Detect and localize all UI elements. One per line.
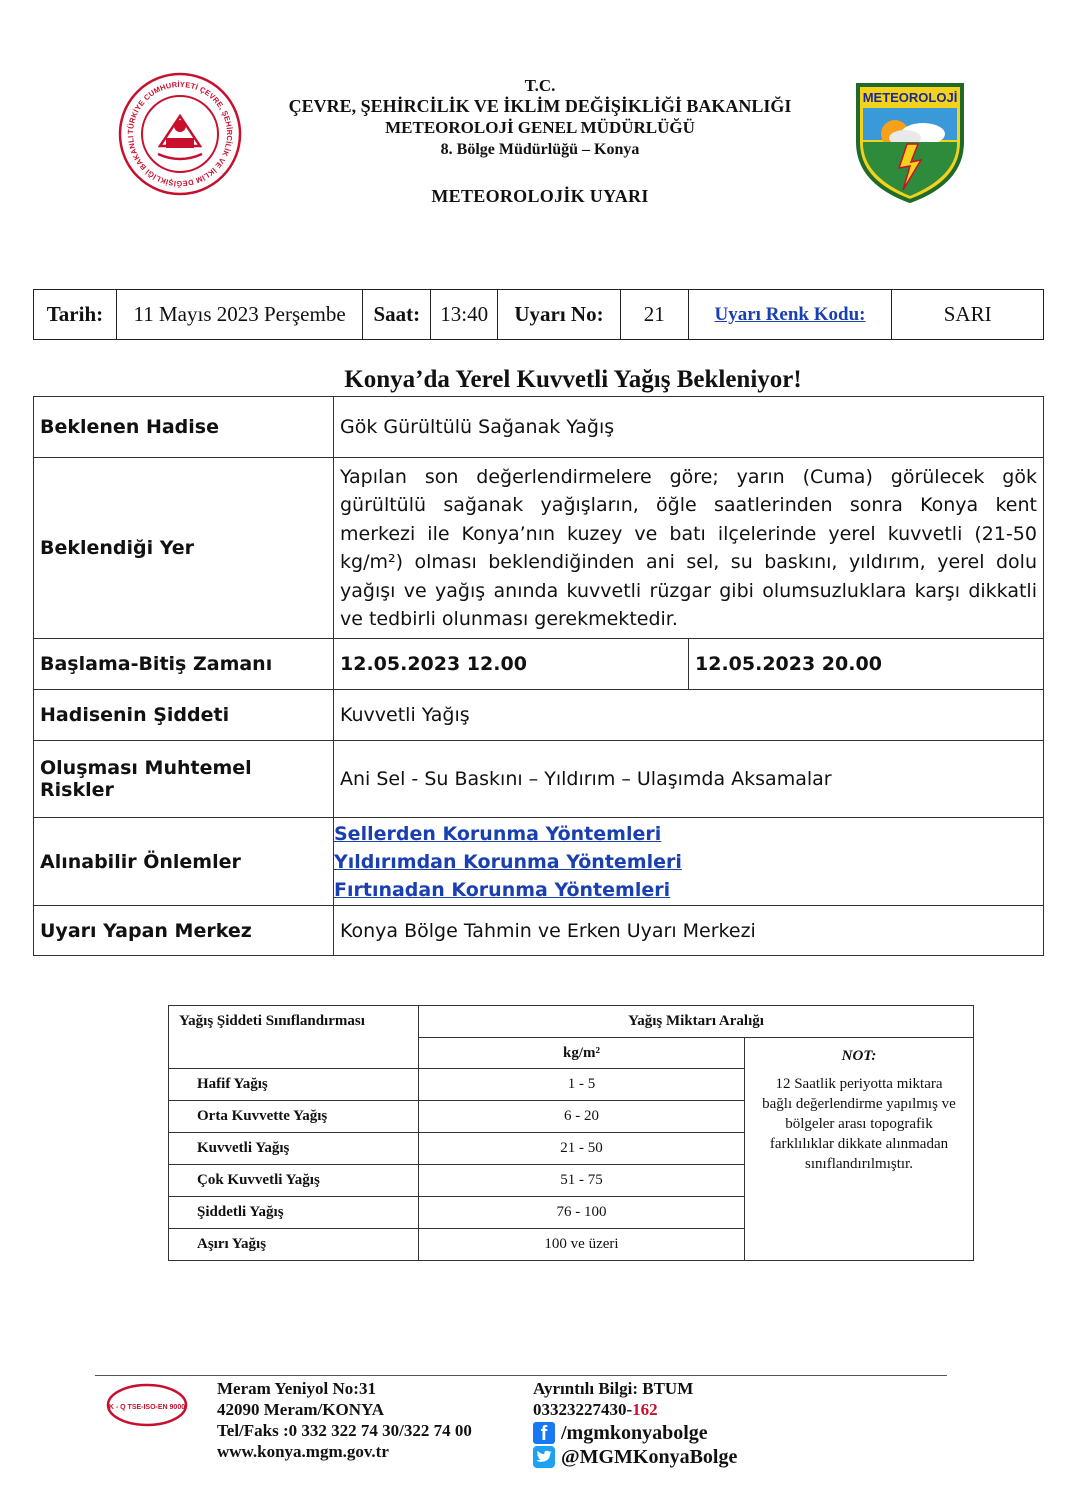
class-range: 6 - 20 [419, 1101, 745, 1133]
class-range: 51 - 75 [419, 1165, 745, 1197]
class-name: Hafif Yağış [169, 1069, 419, 1101]
time-range-label: Başlama-Bitiş Zamanı [34, 639, 334, 690]
warning-info-row [33, 289, 1044, 340]
note-text: 12 Saatlik periyotta miktara bağlı değerlendirme yapılmış ve bölgeler arası topografik farklılıklar dikkate alınmadan sınıflandırılmıştır. [762, 1076, 956, 1172]
facebook-handle[interactable]: /mgmkonyabolge [561, 1421, 708, 1444]
warning-number-label: Uyarı No: [498, 290, 621, 339]
table-row [34, 639, 1044, 690]
severity-label: Hadisenin Şiddeti [34, 690, 334, 741]
ministry-seal [118, 72, 242, 196]
header-ministry: ÇEVRE, ŞEHİRCİLİK VE İKLİM DEĞİŞİKLİĞİ BAKANLIĞI [288, 96, 792, 116]
warning-number-value: 21 [621, 290, 689, 339]
risks-label: Oluşması Muhtemel Riskler [34, 741, 334, 818]
meteoroloji-logo [855, 82, 965, 204]
flood-protection-link[interactable]: Sellerden Korunma Yöntemleri [334, 822, 662, 845]
classification-header: Yağış Şiddeti Sınıflandırması [169, 1006, 419, 1069]
facebook-icon: f [533, 1422, 555, 1444]
classification-note [745, 1038, 974, 1261]
logo-text: METEOROLOJİ [862, 90, 958, 105]
expected-place-label: Beklendiği Yer [34, 458, 334, 639]
info-phone-ext: 162 [632, 1400, 658, 1419]
header-tc: T.C. [524, 76, 556, 95]
date-label: Tarih: [34, 290, 117, 339]
table-row [34, 906, 1044, 956]
class-name: Orta Kuvvette Yağış [169, 1101, 419, 1133]
lightning-protection-link[interactable]: Yıldırımdan Korunma Yöntemleri [334, 850, 682, 873]
amount-range-header: Yağış Miktarı Aralığı [419, 1006, 974, 1038]
precipitation-classification-table [168, 1005, 974, 1261]
class-range: 1 - 5 [419, 1069, 745, 1101]
class-name: Şiddetli Yağış [169, 1197, 419, 1229]
class-range: 100 ve üzeri [419, 1229, 745, 1261]
table-row [34, 818, 1044, 906]
time-label: Saat: [363, 290, 431, 339]
start-time: 12.05.2023 12.00 [334, 639, 689, 690]
footer-address [217, 1378, 472, 1462]
measures-list [334, 818, 1044, 906]
expected-place-value: Yapılan son değerlendirmelere göre; yarın (Cuma) görülecek gök gürültülü sağanak yağışların, öğle saatlerinden sonra Konya kent merkezi ile Konya’nın kuzey ve batı ilçelerinde yerel kuvvetli (21-50 kg/m²) olması beklendiğinden ani sel, su baskını, yıldırım, yerel dolu yağışı ve yağış anında kuvvetli rüzgar gibi olumsuzluklara karşı dikkatli ve tedbirli olunması gerekmektedir. [334, 458, 1044, 639]
class-name: Kuvvetli Yağış [169, 1133, 419, 1165]
issuing-center-value: Konya Bölge Tahmin ve Erken Uyarı Merkezi [334, 906, 1044, 956]
table-row [34, 690, 1044, 741]
phone-fax: Tel/Faks :0 332 322 74 30/322 74 00 [217, 1421, 472, 1440]
end-time: 12.05.2023 20.00 [689, 639, 1044, 690]
class-name: Çok Kuvvetli Yağış [169, 1165, 419, 1197]
note-title: NOT: [841, 1048, 877, 1064]
seal-text: TÜRKİYE CUMHURİYETİ ÇEVRE, ŞEHİRCİLİK VE İKLİM DEĞİŞİKLİĞİ BAKANLI [125, 79, 235, 189]
expected-event-label: Beklenen Hadise [34, 397, 334, 458]
address-line-2: 42090 Meram/KONYA [217, 1400, 384, 1419]
class-name: Aşırı Yağış [169, 1229, 419, 1261]
tse-iso-logo [106, 1382, 188, 1428]
footer-contact [533, 1378, 737, 1468]
storm-protection-link[interactable]: Fırtınadan Korunma Yöntemleri [334, 878, 671, 901]
warning-details-table [33, 396, 1044, 956]
info-phone-line [533, 1399, 737, 1420]
facebook-row[interactable] [533, 1422, 737, 1444]
risks-value: Ani Sel - Su Baskını – Yıldırım – Ulaşımda Aksamalar [334, 741, 1044, 818]
twitter-handle[interactable]: @MGMKonyaBolge [561, 1445, 738, 1468]
issuing-center-label: Uyarı Yapan Merkez [34, 906, 334, 956]
color-code-value: SARI [943, 302, 992, 326]
unit-header: kg/m² [419, 1038, 745, 1069]
table-row [34, 458, 1044, 639]
info-phone: 03323227430- [533, 1400, 633, 1419]
warning-headline: Konya’da Yerel Kuvvetli Yağış Bekleniyor! [344, 366, 802, 393]
table-row [34, 741, 1044, 818]
website-link[interactable]: www.konya.mgm.gov.tr [217, 1442, 389, 1461]
detail-info: Ayrıntılı Bilgi: BTUM [533, 1379, 694, 1398]
measures-label: Alınabilir Önlemler [34, 818, 334, 906]
color-code-link[interactable]: Uyarı Renk Kodu: [714, 303, 866, 325]
date-value: 11 Mayıs 2023 Perşembe [117, 290, 364, 339]
time-value: 13:40 [431, 290, 498, 339]
twitter-row[interactable] [533, 1446, 737, 1468]
class-range: 76 - 100 [419, 1197, 745, 1229]
document-title: METEOROLOJİK UYARI [431, 186, 649, 206]
severity-value: Kuvvetli Yağış [334, 690, 1044, 741]
class-range: 21 - 50 [419, 1133, 745, 1165]
twitter-icon [533, 1446, 555, 1468]
table-row [34, 397, 1044, 458]
expected-event-value: Gök Gürültülü Sağanak Yağış [334, 397, 1044, 458]
footer-divider [95, 1375, 947, 1376]
header-region: 8. Bölge Müdürlüğü – Konya [440, 141, 640, 158]
tse-text: K - Q TSE-ISO-EN 9000 [108, 1404, 186, 1411]
header-directorate: METEOROLOJİ GENEL MÜDÜRLÜĞÜ [385, 118, 695, 137]
address-line-1: Meram Yeniyol No:31 [217, 1379, 376, 1398]
